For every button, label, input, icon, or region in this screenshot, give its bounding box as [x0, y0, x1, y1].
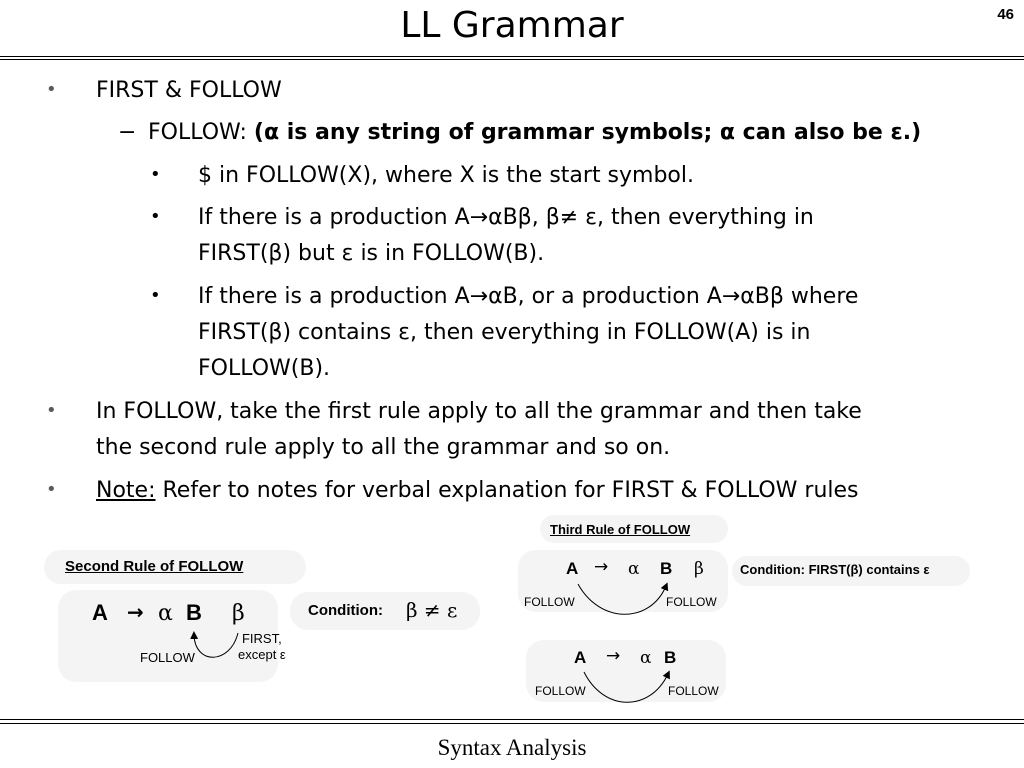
- follow-label: FOLLOW: [140, 650, 195, 665]
- production-alpha: α: [158, 601, 173, 626]
- case1-condition: Condition: FIRST(β) contains ε: [740, 562, 930, 577]
- footer-rule-top: [0, 719, 1024, 720]
- case1-arrow: →: [594, 557, 609, 577]
- note-text: Refer to notes for verbal explanation for FIRST & FOLLOW rules: [155, 478, 859, 503]
- bullet-dot: •: [150, 164, 161, 185]
- case1-arrow-curve: [570, 580, 680, 624]
- case1-B: B: [660, 559, 673, 578]
- case1-follow-right: FOLLOW: [666, 595, 717, 609]
- production-lhs: A: [92, 600, 108, 625]
- third-rule-heading: Third Rule of FOLLOW: [550, 522, 691, 537]
- slide-title: LL Grammar: [400, 5, 624, 46]
- sub-bullet-dash: −: [118, 120, 137, 145]
- case2-follow-left: FOLLOW: [535, 684, 586, 698]
- follow-definition-prefix: FOLLOW:: [148, 120, 254, 145]
- case2-lhs: A: [574, 648, 587, 667]
- condition-expr: β ≠ ε: [406, 598, 458, 622]
- footer-title: Syntax Analysis: [437, 735, 587, 760]
- second-rule-heading: Second Rule of FOLLOW: [65, 558, 244, 575]
- case2-B: B: [664, 648, 677, 667]
- follow-rule-3-line-3: FOLLOW(B).: [198, 356, 331, 381]
- bullet-first-follow: FIRST & FOLLOW: [96, 78, 282, 103]
- production-arrow: →: [127, 600, 144, 624]
- case1-follow-left: FOLLOW: [524, 595, 575, 609]
- follow-order-line-1: In FOLLOW, take the first rule apply to all the grammar and then take: [96, 399, 862, 424]
- production-beta: β: [232, 601, 245, 626]
- page-number: 46: [997, 6, 1014, 23]
- bullet-dot: •: [46, 479, 57, 500]
- follow-rule-2-line-1: If there is a production A→αBβ, β≠ ε, then everything in: [198, 205, 814, 230]
- first-label: FIRST,: [241, 631, 282, 646]
- second-rule-arrow: [180, 625, 250, 665]
- footer-rule-bottom: [0, 723, 1024, 724]
- follow-rule-2-line-2: FIRST(β) but ε is in FOLLOW(B).: [198, 241, 545, 266]
- case1-lhs: A: [566, 559, 579, 578]
- follow-definition-bold: (α is any string of grammar symbols; α can also be ε.): [253, 120, 922, 145]
- bullet-dot: •: [46, 400, 57, 421]
- bullet-dot: •: [150, 285, 161, 306]
- follow-definition: [148, 115, 921, 151]
- case1-beta: β: [694, 559, 704, 579]
- except-label: except ε: [238, 647, 286, 662]
- follow-rule-3-line-1: If there is a production A→αB, or a production A→αBβ where: [198, 284, 859, 309]
- header-rule-bottom: [0, 59, 1024, 60]
- follow-order-line-2: the second rule apply to all the grammar and so on.: [96, 435, 671, 460]
- note-bullet: [96, 473, 859, 509]
- header-rule-top: [0, 56, 1024, 57]
- case2-alpha: α: [640, 648, 652, 668]
- case2-arrow: →: [606, 646, 621, 666]
- case2-follow-right: FOLLOW: [668, 684, 719, 698]
- bullet-dot: •: [150, 206, 161, 227]
- case2-arrow-curve: [576, 668, 676, 712]
- case1-alpha: α: [628, 559, 640, 579]
- bullet-dot: •: [46, 79, 57, 100]
- condition-label: Condition:: [308, 602, 383, 619]
- production-B: B: [186, 600, 202, 625]
- follow-rule-1: $ in FOLLOW(X), where X is the start symbol.: [198, 163, 694, 188]
- follow-rule-3-line-2: FIRST(β) contains ε, then everything in FOLLOW(A) is in: [198, 320, 811, 345]
- note-label: Note:: [96, 478, 156, 503]
